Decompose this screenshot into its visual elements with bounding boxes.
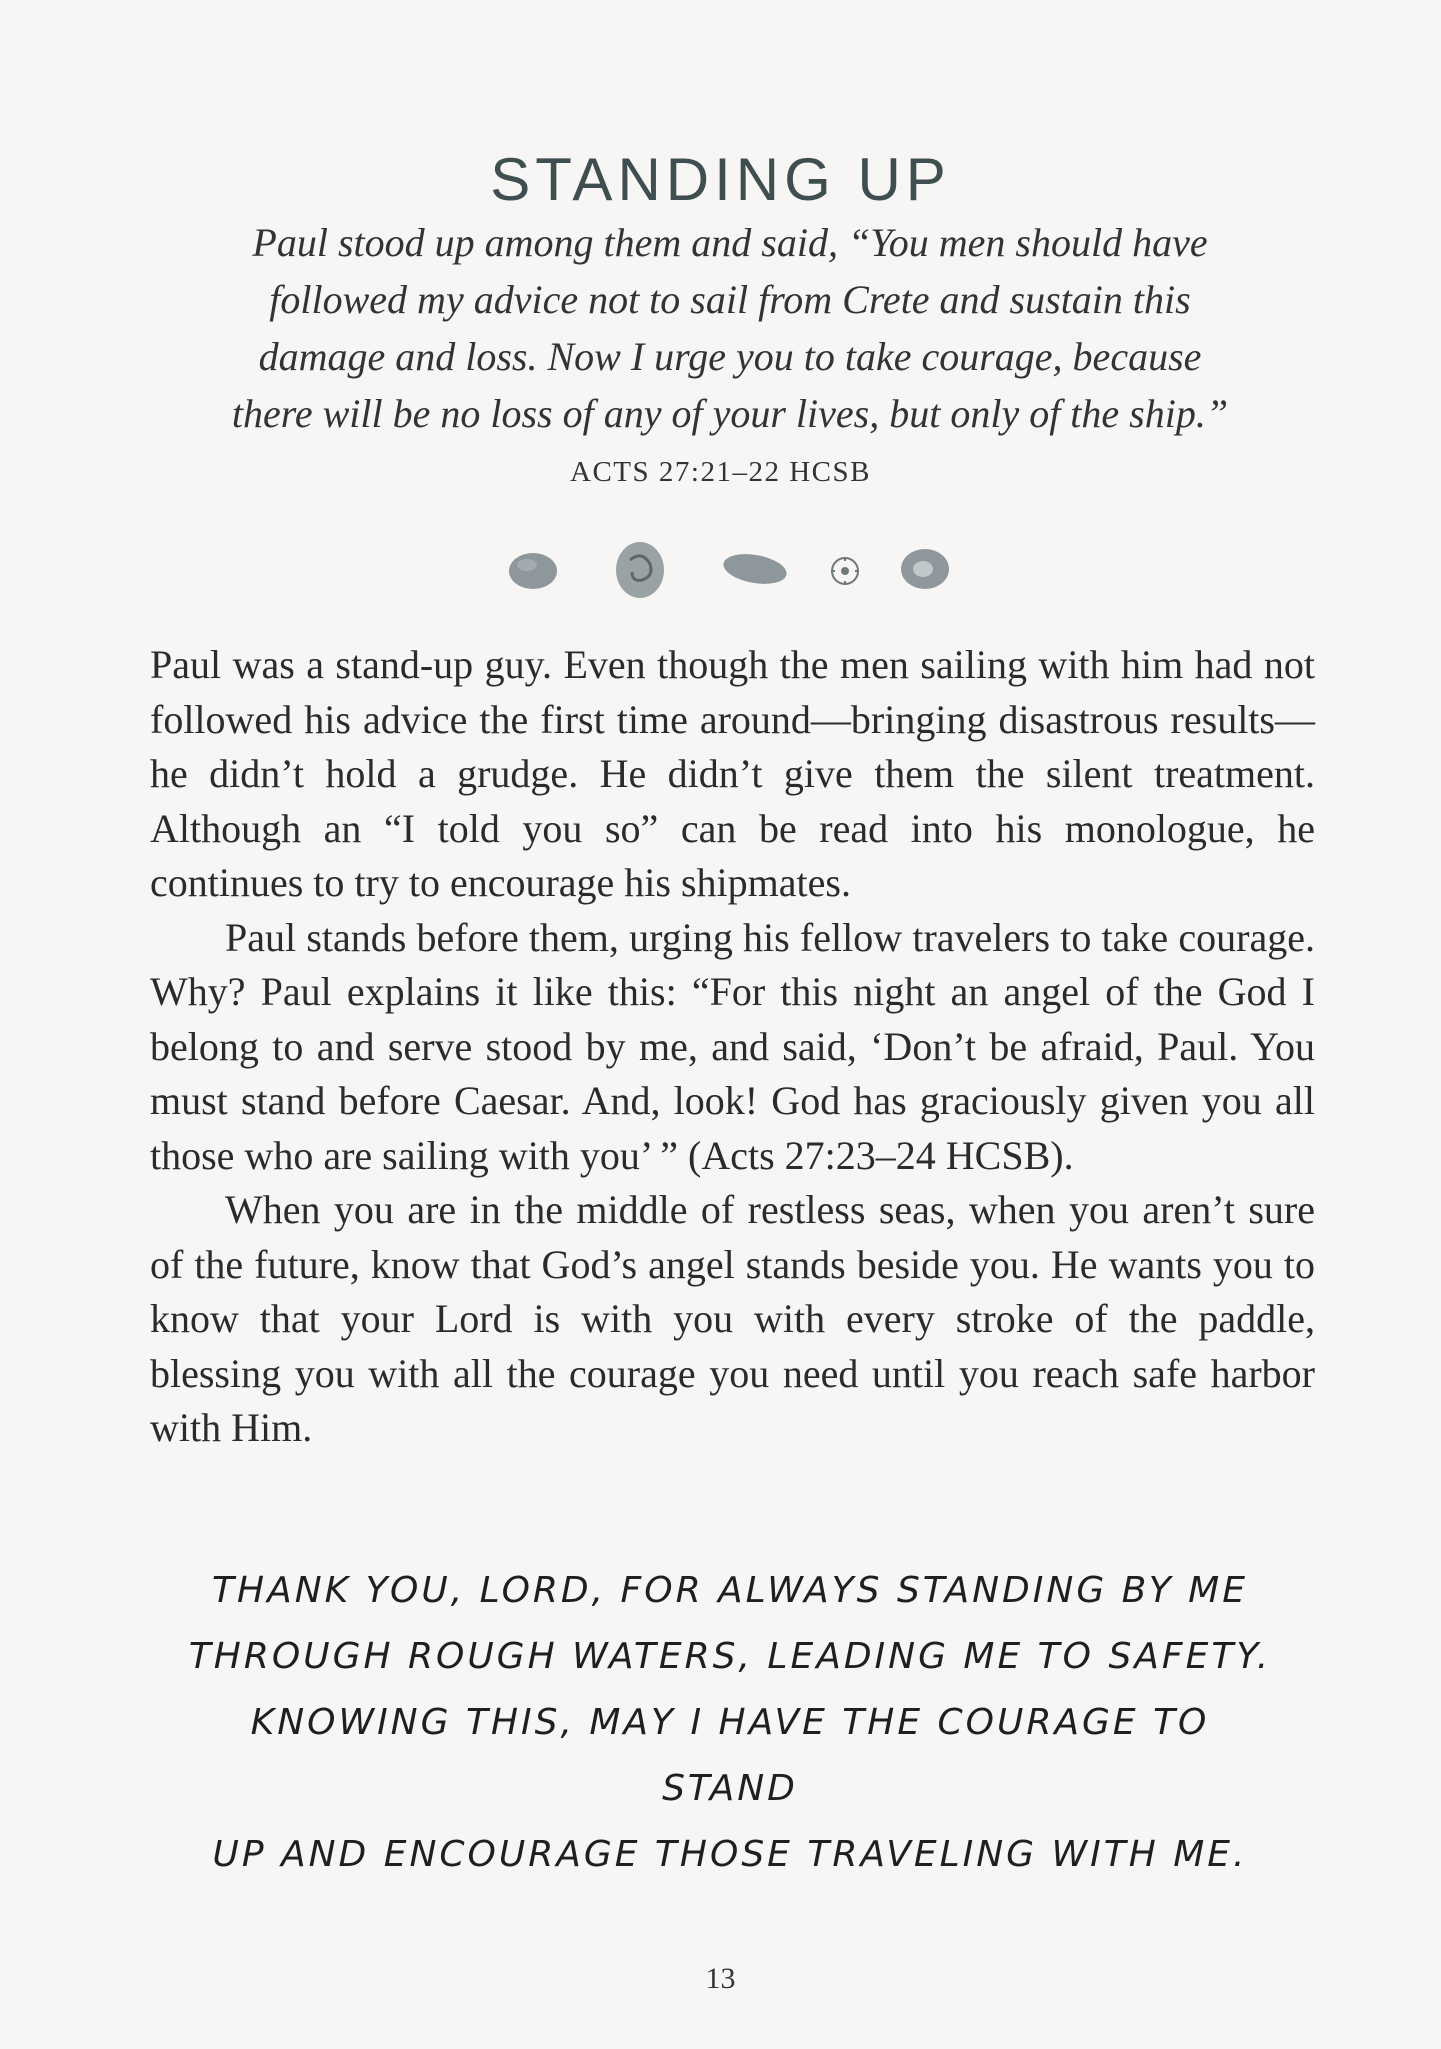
sand-dollar-icon (831, 557, 859, 585)
shell-icon (901, 549, 949, 589)
prayer-line: THROUGH ROUGH WATERS, LEADING ME TO SAFETY. (188, 1636, 1272, 1677)
verse-line: followed my advice not to sail from Crete and sustain this (269, 277, 1191, 322)
verse-line: there will be no loss of any of your lives, but only of the ship.” (231, 391, 1229, 436)
prayer-line: UP AND ENCOURAGE THOSE TRAVELING WITH ME. (212, 1834, 1248, 1875)
body-paragraph: Paul was a stand-up guy. Even though the men sailing with him had not followed his advice the first time around—bringing disastrous results—he didn’t hold a grudge. He didn’t give them the silent treatment. Although an “I told you so” can be read into his monologue, he continues to try to encourage his shipmates. (150, 642, 1315, 905)
page-title: STANDING UP (490, 146, 951, 214)
devotional-body (150, 638, 1315, 1456)
closing-prayer (180, 1558, 1280, 1888)
spiral-shell-icon (616, 542, 664, 598)
body-paragraph: When you are in the middle of restless seas, when you aren’t sure of the future, know that God’s angel stands beside you. He wants you to know that your Lord is with you with every stroke of the paddle, blessing you with all the courage you need until you reach safe harbor with Him. (150, 1187, 1315, 1450)
stone-icon (509, 553, 557, 589)
shell-ornament-row (505, 535, 955, 605)
verse-line: Paul stood up among them and said, “You men should have (252, 220, 1208, 265)
verse-reference: ACTS 27:21–22 HCSB (570, 456, 871, 488)
prayer-line: KNOWING THIS, MAY I HAVE THE COURAGE TO STAND (250, 1702, 1210, 1809)
verse-line: damage and loss. Now I urge you to take courage, because (258, 334, 1202, 379)
page-number: 13 (705, 1962, 736, 1995)
prayer-line: THANK YOU, LORD, FOR ALWAYS STANDING BY ME (212, 1570, 1248, 1611)
body-paragraph: Paul stands before them, urging his fellow travelers to take courage. Why? Paul explains it like this: “For this night an angel of the God I belong to and serve stood by me, and said, ‘Don’t be afraid, Paul. You must stand before Caesar. And, look! God has graciously given you all those who are sailing with you’ ” (Acts 27:23–24 HCSB). (150, 914, 1315, 1178)
pebble-icon (721, 550, 789, 589)
scripture-quote (180, 214, 1280, 442)
